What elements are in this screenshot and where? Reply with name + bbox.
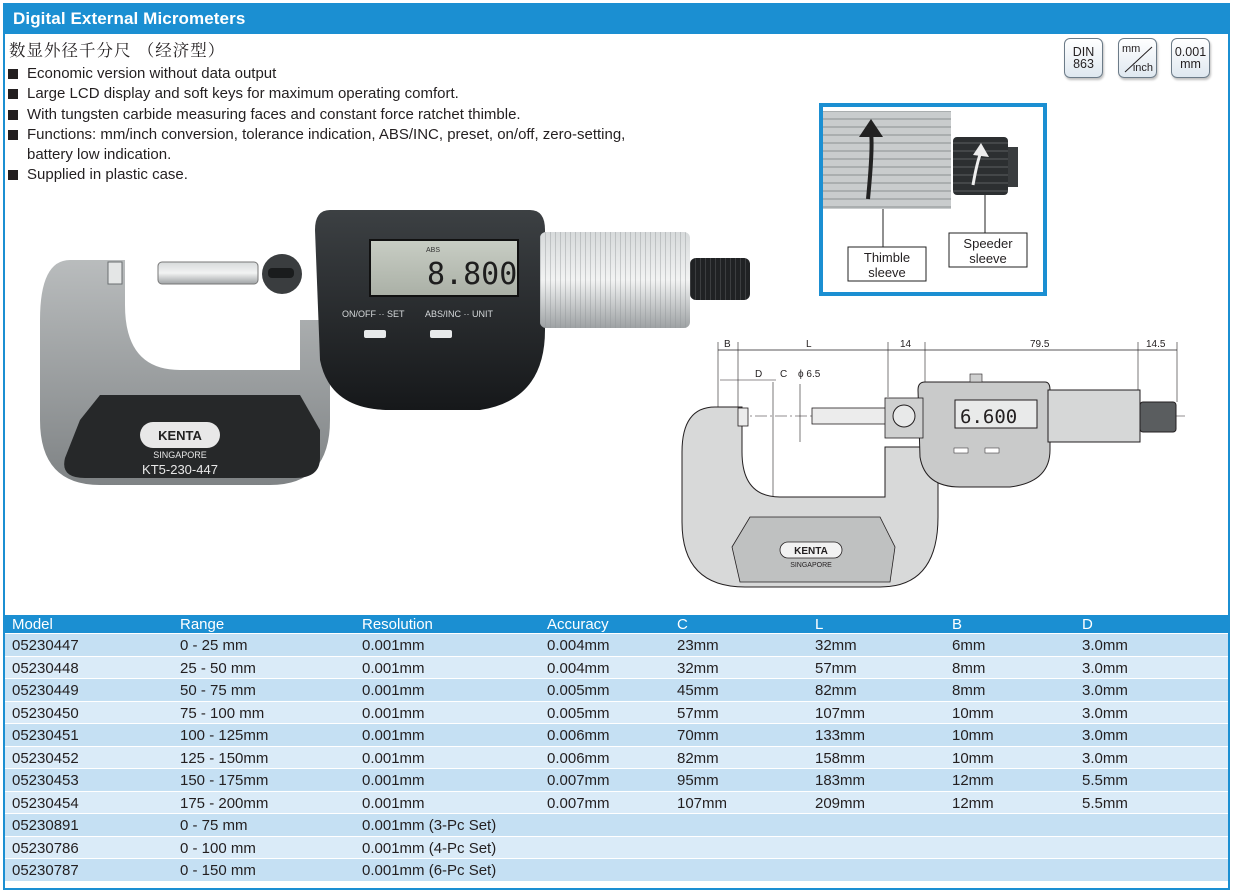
table-cell: 05230449 [12,682,79,699]
header-b: B [952,616,963,633]
table-row [5,634,1228,657]
table-cell: 0.004mm [547,637,610,654]
table-cell: 0.001mm (4-Pc Set) [362,839,497,857]
table-cell: 57mm [677,704,719,722]
table-cell: 70mm [677,727,719,744]
table-cell: 45mm [677,682,719,699]
svg-text:D: D [755,369,763,380]
table-row [5,769,1228,792]
header-resolution: Resolution [362,616,433,633]
table-cell: 50 - 75 mm [180,682,256,699]
table-cell: 209mm [815,794,866,812]
table-row [5,837,1228,860]
micrometer-photo [30,200,763,500]
table-cell: 12mm [952,772,994,789]
table-cell: 05230451 [12,727,79,744]
table-row [5,679,1228,702]
page-title: Digital External Micrometers [13,9,246,28]
svg-text:ABS: ABS [426,247,441,254]
table-cell: 0.001mm [362,637,425,654]
svg-text:KT5-230-447: KT5-230-447 [142,462,218,477]
table-cell: 0.001mm (3-Pc Set) [362,817,497,834]
table-cell: 0.005mm [547,704,610,722]
table-cell: 05230447 [12,637,79,654]
svg-text:SINGAPORE: SINGAPORE [153,450,207,460]
table-cell: 05230450 [12,704,79,722]
table-cell: 10mm [952,704,994,722]
svg-text:Speeder: Speeder [963,236,1013,251]
table-cell: 107mm [677,794,728,812]
table-cell: 05230452 [12,749,79,767]
svg-text:14: 14 [900,339,912,350]
table-cell: 05230448 [12,659,79,677]
table-cell: 0.001mm [362,704,425,722]
table-cell: 107mm [815,704,866,722]
table-cell: 0.001mm [362,772,425,789]
svg-text:L: L [806,339,812,350]
table-cell: 05230891 [12,817,79,834]
svg-text:8.800: 8.800 [427,257,518,292]
spec-table [5,615,1228,882]
table-cell: 10mm [952,727,994,744]
table-cell: 3.0mm [1082,727,1128,744]
table-cell: 05230453 [12,772,79,789]
table-cell: 158mm [815,749,866,767]
svg-text:KENTA: KENTA [158,428,202,443]
table-cell: 150 - 175mm [180,772,269,789]
table-cell: 0.001mm [362,682,425,699]
table-cell: 0.001mm [362,659,425,677]
table-cell: 3.0mm [1082,749,1128,767]
table-cell: 125 - 150mm [180,749,269,767]
feature-item: Economic version without data output [8,64,668,84]
resolution-badge-icon: 0.001 mm [1171,38,1210,78]
table-cell: 0.004mm [547,659,610,677]
table-row [5,814,1228,837]
feature-item: Supplied in plastic case. [8,165,668,185]
table-row [5,747,1228,770]
feature-item: With tungsten carbide measuring faces and constant force ratchet thimble. [8,105,668,125]
thimble-detail-inset [819,103,1047,296]
chinese-subtitle: 数显外径千分尺 （经济型） [9,41,226,60]
svg-text:79.5: 79.5 [1030,339,1050,350]
feature-item: Functions: mm/inch conversion, tolerance indication, ABS/INC, preset, on/off, zero-setting, battery low indication. [8,125,668,166]
table-cell: 0 - 25 mm [180,637,248,654]
svg-text:C: C [780,369,788,380]
table-cell: 32mm [677,659,719,677]
header-accuracy: Accuracy [547,616,609,633]
table-cell: 0 - 75 mm [180,817,248,834]
table-cell: 0 - 100 mm [180,839,256,857]
table-cell: 5.5mm [1082,794,1128,812]
header-c: C [677,616,688,633]
svg-text:ϕ 6.5: ϕ 6.5 [798,369,821,380]
title-bar [5,5,1228,34]
header-model: Model [12,616,53,633]
table-cell: 0.001mm (6-Pc Set) [362,862,497,879]
drawing-body [918,382,1050,487]
table-cell: 8mm [952,659,986,677]
table-cell: 0.007mm [547,794,610,812]
table-cell: 10mm [952,749,994,767]
svg-text:KENTA: KENTA [794,546,828,557]
table-cell: 0.007mm [547,772,610,789]
table-cell: 183mm [815,772,866,789]
left-soft-key [364,330,386,338]
table-cell: 3.0mm [1082,704,1128,722]
table-cell: 25 - 50 mm [180,659,256,677]
table-header-row [5,615,1228,634]
table-cell: 175 - 200mm [180,794,269,812]
table-cell: 8mm [952,682,986,699]
feature-item: Large LCD display and soft keys for maximum operating comfort. [8,84,668,104]
technical-drawing [680,332,1200,594]
spindle [158,262,258,284]
din-863-badge-icon: DIN 863 [1064,38,1103,78]
table-row [5,792,1228,815]
table-cell: 0 - 150 mm [180,862,256,879]
table-cell: 82mm [677,749,719,767]
table-cell: 12mm [952,794,994,812]
table-cell: 05230787 [12,862,79,879]
table-row [5,859,1228,882]
svg-text:SINGAPORE: SINGAPORE [790,562,832,569]
table-cell: 75 - 100 mm [180,704,265,722]
header-d: D [1082,616,1093,633]
table-cell: 3.0mm [1082,637,1128,654]
table-cell: 100 - 125mm [180,727,269,744]
table-cell: 82mm [815,682,857,699]
table-cell: 0.005mm [547,682,610,699]
svg-text:ON/OFF ·· SET: ON/OFF ·· SET [342,309,405,319]
table-cell: 5.5mm [1082,772,1128,789]
header-l: L [815,616,824,633]
svg-text:Thimble: Thimble [863,250,911,265]
table-cell: 0.001mm [362,749,425,767]
table-cell: 0.001mm [362,727,425,744]
table-cell: 0.006mm [547,749,610,767]
table-cell: 0.006mm [547,727,610,744]
table-cell: 05230786 [12,839,79,857]
svg-text:14.5: 14.5 [1146,339,1166,350]
table-cell: 3.0mm [1082,659,1128,677]
svg-text:B: B [724,339,731,350]
table-cell: 133mm [815,727,866,744]
table-cell: 23mm [677,637,719,654]
feature-list [8,64,668,186]
svg-text:ABS/INC ·· UNIT: ABS/INC ·· UNIT [425,309,494,319]
table-cell: 6mm [952,637,986,654]
table-cell: 0.001mm [362,794,425,812]
table-row [5,657,1228,680]
table-cell: 57mm [815,659,857,677]
right-soft-key [430,330,452,338]
table-cell: 05230454 [12,794,79,812]
svg-text:sleeve: sleeve [969,251,1007,266]
svg-text:6.600: 6.600 [960,406,1018,428]
table-row [5,724,1228,747]
header-range: Range [180,616,225,633]
table-cell: 32mm [815,637,857,654]
svg-text:sleeve: sleeve [868,265,906,280]
table-row [5,702,1228,725]
table-cell: 95mm [677,772,719,789]
table-cell: 3.0mm [1082,682,1128,699]
mm-inch-badge-icon: mm inch [1118,38,1157,78]
